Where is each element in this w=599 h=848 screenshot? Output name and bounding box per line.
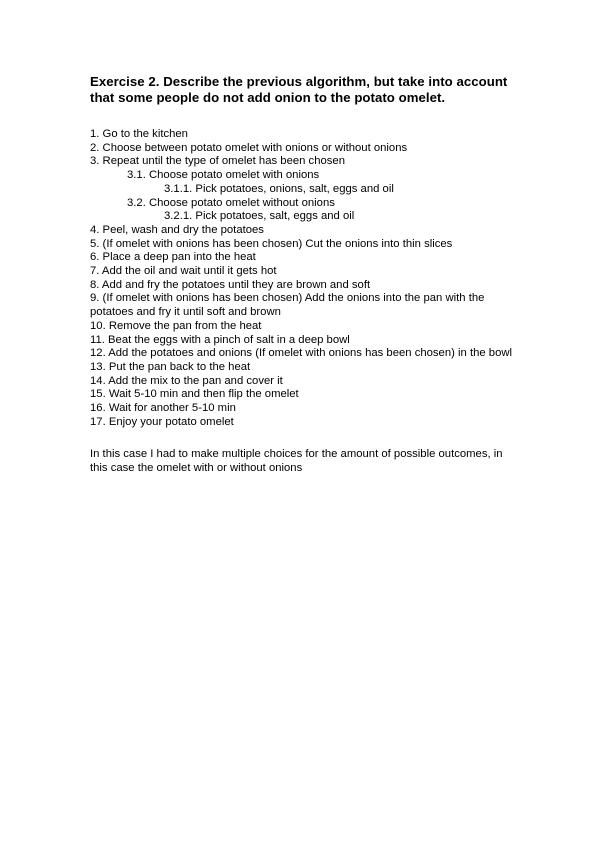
- conclusion-paragraph: In this case I had to make multiple choices for the amount of possible outcomes, in this case the omelet with or without onions: [90, 448, 503, 475]
- algorithm-step: 14. Add the mix to the pan and cover it: [90, 374, 283, 387]
- algorithm-step: 7. Add the oil and wait until it gets hot: [90, 265, 277, 278]
- algorithm-step: 17. Enjoy your potato omelet: [90, 415, 234, 428]
- algorithm-step: 3.2.1. Pick potatoes, salt, eggs and oil: [164, 210, 355, 223]
- exercise-heading: Exercise 2. Describe the previous algorithm, but take into account that some people do not add onion to the potato omelet.: [90, 74, 508, 105]
- algorithm-step: 8. Add and fry the potatoes until they are brown and soft: [90, 278, 371, 291]
- document-content: [90, 74, 520, 475]
- algorithm-step: 6. Place a deep pan into the heat: [90, 251, 256, 264]
- algorithm-step: 15. Wait 5-10 min and then flip the omelet: [90, 388, 299, 401]
- algorithm-step: 4. Peel, wash and dry the potatoes: [90, 223, 264, 236]
- algorithm-step: 5. (If omelet with onions has been chosen) Cut the onions into thin slices: [90, 237, 453, 250]
- algorithm-step: 13. Put the pan back to the heat: [90, 360, 251, 373]
- algorithm-step: 1. Go to the kitchen: [90, 128, 188, 140]
- algorithm-step: 3.1. Choose potato omelet with onions: [127, 169, 320, 182]
- algorithm-step: 3. Repeat until the type of omelet has been chosen: [90, 155, 345, 168]
- algorithm-step: 11. Beat the eggs with a pinch of salt in a deep bowl: [90, 333, 350, 346]
- algorithm-step: 12. Add the potatoes and onions (If omelet with onions has been chosen) in the bowl: [90, 347, 513, 360]
- algorithm-steps-list: [90, 128, 520, 429]
- algorithm-step: 16. Wait for another 5-10 min: [90, 402, 236, 415]
- algorithm-step: 2. Choose between potato omelet with onions or without onions: [90, 141, 408, 154]
- algorithm-step: 9. (If omelet with onions has been chosen) Add the onions into the pan with the potatoes and fry it until soft and brown: [90, 292, 485, 319]
- algorithm-step: 3.1.1. Pick potatoes, onions, salt, eggs and oil: [164, 182, 394, 195]
- algorithm-step: 10. Remove the pan from the heat: [90, 319, 262, 332]
- algorithm-step: 3.2. Choose potato omelet without onions: [127, 196, 335, 209]
